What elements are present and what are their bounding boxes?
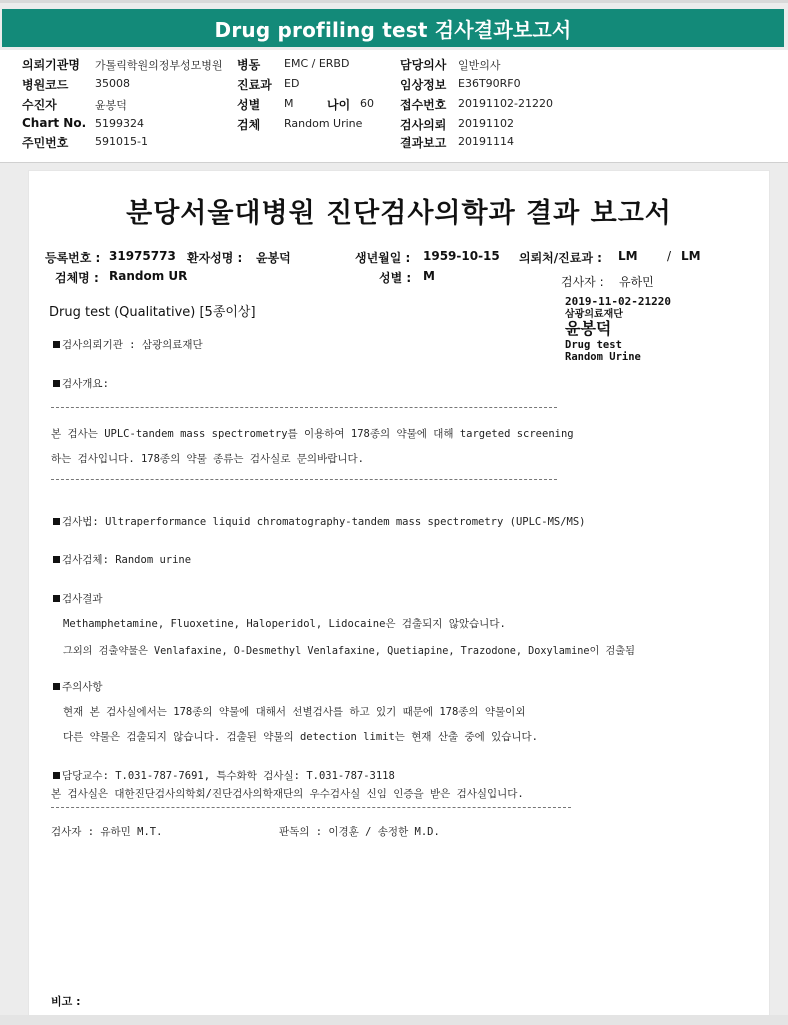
specimen-sticker (565, 296, 725, 380)
age-label: 나이 (327, 98, 351, 112)
specimen-name-value: Random UR (109, 269, 188, 283)
ward-value: EMC / ERBD (284, 57, 350, 70)
bullet-square-icon (53, 518, 60, 525)
method-line (53, 514, 586, 529)
institution-value: 가톨릭학원의정부성모병원 (95, 59, 223, 72)
caution-heading-line (53, 679, 103, 694)
lab-institution-text: 검사의뢰기관 : 삼광의료재단 (62, 339, 203, 351)
result-heading-line (53, 591, 103, 606)
specimen-value: Random Urine (284, 117, 363, 130)
tester-label: 검사자 : (561, 275, 604, 289)
sticker-specimen: Random Urine (565, 350, 641, 363)
bullet-square-icon (53, 556, 60, 563)
report-title: Drug profiling test 검사결과보고서 (214, 17, 572, 42)
chart-label: Chart No. (22, 116, 87, 130)
doctor-label: 담당의사 (400, 58, 447, 72)
divider (51, 807, 571, 808)
reg-no-value: 31975773 (109, 249, 176, 263)
lab-institution-line (53, 337, 203, 352)
report-title-bar (2, 9, 784, 47)
tester-value: 유하민 (619, 275, 654, 289)
sticker-accession: 2019-11-02-21220 (565, 295, 671, 308)
resident-label: 주민번호 (22, 136, 69, 150)
hospital-report-title: 분당서울대병원 진단검사의학과 결과 보고서 (126, 198, 672, 229)
remarks-label: 비고 : (51, 995, 81, 1008)
hospital-code-label: 병원코드 (22, 78, 69, 92)
dept-value: ED (284, 77, 300, 90)
reg-no-label: 등록번호 : (45, 251, 101, 265)
client-value: LM (618, 249, 638, 263)
sex-value: M (284, 97, 294, 110)
examiner-text: 검사자 : 유하민 M.T. (51, 826, 163, 838)
patient-info-panel (0, 50, 788, 163)
ward-label: 병동 (237, 58, 261, 72)
institution-label: 의뢰기관명 (22, 58, 80, 72)
result-heading: 검사결과 (62, 593, 103, 605)
clinical-value: E36T90RF0 (458, 77, 521, 90)
clinical-label: 임상정보 (400, 78, 447, 92)
divider (51, 479, 557, 480)
overview-text-2: 하는 검사입니다. 178종의 약물 종류는 검사실로 문의바랍니다. (51, 453, 364, 465)
specimen-line (53, 552, 191, 567)
sex-label: 성별 (237, 98, 261, 112)
method-text: 검사법: Ultraperformance liquid chromatography-tandem mass spectrometry (UPLC-MS/MS) (62, 516, 586, 528)
bullet-square-icon (53, 595, 60, 602)
scanned-report (28, 170, 770, 1017)
contact-line (53, 768, 395, 783)
bullet-square-icon (53, 380, 60, 387)
patient-name-value: 윤봉덕 (256, 251, 291, 265)
specimen-text: 검사검체: Random urine (62, 554, 192, 566)
bottom-edge (0, 1015, 788, 1025)
doctor-value: 일반의사 (458, 59, 501, 72)
dob-value: 1959-10-15 (423, 249, 500, 263)
caution-text-1: 현재 본 검사실에서는 178종의 약물에 대해서 선별검사를 하고 있기 때문에 178종의 약물이외 (63, 706, 526, 718)
contact-text: 담당교수: T.031-787-7691, 특수화학 검사실: T.031-787-3118 (62, 770, 395, 782)
bullet-square-icon (53, 772, 60, 779)
report-date-label: 결과보고 (400, 136, 447, 150)
report-sex-value: M (423, 269, 435, 283)
result-text-2: 그외의 검출약물은 Venlafaxine, O-Desmethyl Venlafaxine, Quetiapine, Trazodone, Doxylamine이 검출됨 (63, 646, 635, 657)
report-date-value: 20191114 (458, 135, 514, 148)
resident-value: 591015-1 (95, 135, 148, 148)
client-dept-value: LM (681, 249, 701, 263)
chart-value: 5199324 (95, 117, 144, 130)
bullet-square-icon (53, 341, 60, 348)
hospital-code-value: 35008 (95, 77, 130, 90)
report-sex-label: 성별 : (379, 271, 412, 285)
caution-heading: 주의사항 (62, 681, 103, 693)
request-date-label: 검사의뢰 (400, 118, 447, 132)
caution-text-2: 다른 약물은 검출되지 않습니다. 검출된 약물의 detection limit는 현재 산출 중에 있습니다. (63, 731, 538, 743)
certification-text: 본 검사실은 대한진단검사의학회/진단검사의학재단의 우수검사실 신임 인증을 받은 검사실입니다. (51, 788, 524, 800)
result-text-1: Methamphetamine, Fluoxetine, Haloperidol, Lidocaine은 검출되지 않았습니다. (63, 618, 506, 630)
specimen-label: 검체 (237, 118, 261, 132)
divider (51, 407, 557, 408)
age-value: 60 (360, 97, 374, 110)
dept-label: 진료과 (237, 78, 272, 92)
overview-heading-line (53, 376, 109, 391)
overview-heading: 검사개요: (62, 378, 109, 390)
specimen-name-label: 검체명 : (55, 271, 99, 285)
patient-value: 윤봉덕 (95, 99, 127, 112)
patient-label: 수진자 (22, 98, 57, 112)
client-separator: / (667, 249, 672, 263)
top-edge (0, 0, 788, 3)
sticker-institution: 삼광의료재단 (565, 308, 623, 320)
request-date-value: 20191102 (458, 117, 514, 130)
test-title: Drug test (Qualitative) [5종이상] (49, 305, 256, 320)
bullet-square-icon (53, 683, 60, 690)
sticker-test: Drug test (565, 338, 622, 351)
receipt-value: 20191102-21220 (458, 97, 553, 110)
dob-label: 생년월일 : (355, 251, 411, 265)
reviewer-text: 판독의 : 이경훈 / 송정한 M.D. (279, 826, 440, 838)
overview-text-1: 본 검사는 UPLC-tandem mass spectrometry를 이용하여 178종의 약물에 대해 targeted screening (51, 428, 574, 440)
sticker-patient: 윤봉덕 (565, 319, 612, 339)
receipt-label: 접수번호 (400, 98, 447, 112)
client-label: 의뢰처/진료과 : (519, 251, 602, 265)
patient-name-label: 환자성명 : (187, 251, 243, 265)
